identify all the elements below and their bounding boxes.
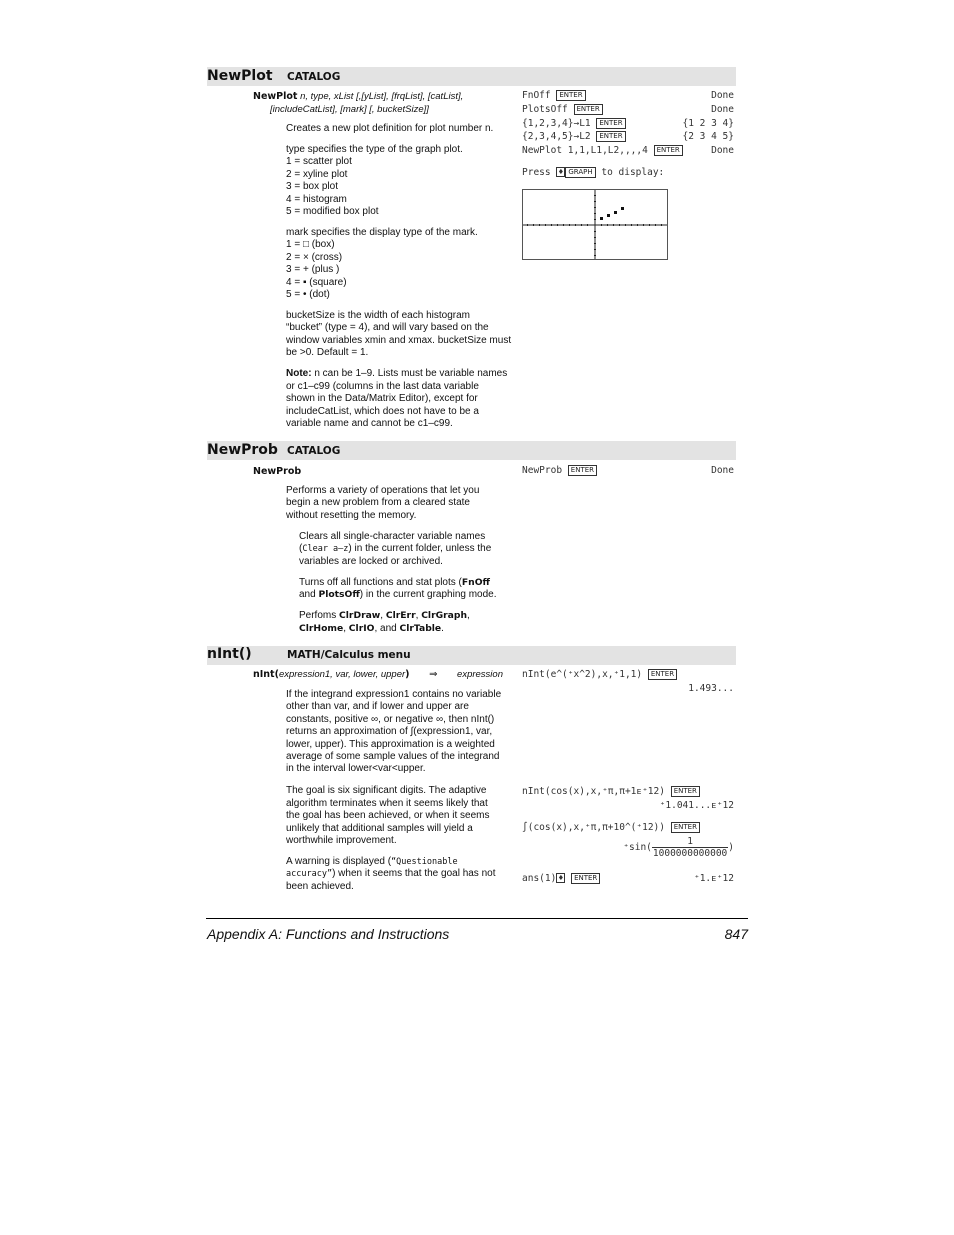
newprob-description (286, 485, 514, 531)
text-line: algorithm terminates when it seems likely that (286, 797, 488, 809)
paragraph: Creates a new plot definition for plot number n. (286, 123, 494, 134)
plot-point (621, 207, 624, 210)
syntax-args: n, type, xList [,[yList], [frqList], [catList], (297, 91, 464, 102)
plot-points (600, 207, 624, 220)
example-line (522, 786, 734, 799)
section-title-newplot: NewPlot (207, 68, 273, 84)
section-subtitle-nint: MATH/Calculus menu (287, 649, 411, 661)
newprob-details (299, 531, 514, 644)
graph-plot (523, 190, 667, 259)
text-line: variables are locked or archived. (299, 555, 443, 567)
text: , (380, 610, 386, 622)
example-line (522, 822, 734, 835)
text-line: window variables xmin and xmax. bucketSize must (286, 334, 512, 346)
example-result: {1 2 3 4} (682, 118, 734, 129)
example-input: NewPlot 1,1,L1,L2,,,,4 (522, 145, 648, 156)
code-text: accuracy” (286, 869, 333, 880)
text-line: unlikely that additional samples will yield a (286, 822, 473, 834)
page-number: 847 (724, 926, 748, 942)
nint-description (286, 689, 514, 902)
text: ⁺sin( (623, 842, 652, 853)
syntax-command: NewProb (253, 466, 302, 477)
code-text: “Questionable (391, 856, 458, 867)
enter-key-icon: ENTER (648, 669, 677, 680)
example-result: Done (711, 104, 734, 115)
enter-key-icon: ENTER (571, 873, 600, 884)
text: Perfoms (299, 610, 340, 622)
text-line: other than var, and if lower and upper are (286, 701, 469, 713)
example-line (522, 145, 734, 158)
graph-key-icon: GRAPH (565, 167, 595, 178)
command-text: ClrGraph (421, 610, 467, 622)
text: ) when it seems that the goal has not (332, 868, 496, 880)
text-line: If the integrand expression1 contains no variable (286, 689, 502, 700)
denominator: 1000000000000 (652, 848, 728, 859)
text-line: includeCatList, which does not have to be a (286, 405, 479, 417)
list-intro: mark specifies the display type of the mark. (286, 227, 478, 239)
syntax-args: expression1, var, lower, upper (278, 669, 406, 680)
command-text: ClrHome (299, 622, 344, 634)
text-line: The goal is six significant digits. The adaptive (286, 785, 487, 797)
text-line: bucketSize is the width of each histogram (286, 310, 470, 322)
text-line: in the interval lower<var<upper. (286, 763, 426, 775)
diamond-key-icon: ♦ (557, 168, 564, 176)
text-line: shown in the Data/Matrix Editor), except for (286, 393, 478, 405)
enter-key-icon: ENTER (574, 104, 603, 115)
list-item: 4 = histogram (286, 193, 347, 205)
syntax-command: NewPlot (253, 91, 298, 102)
text-line: been achieved. (286, 880, 354, 892)
note-label: Note: (286, 368, 312, 380)
implies-arrow: ⇒ (429, 669, 438, 680)
text-line: “bucket” (type = 4), and will vary based on the (286, 322, 489, 334)
example-input: FnOff (522, 90, 551, 101)
text-line: the goal has been achieved, or when it seems (286, 810, 490, 822)
example-input: nInt(cos(x),x,⁺π,π+1ᴇ⁺12) (522, 786, 665, 797)
diamond-key-icon: ♦ (557, 874, 564, 882)
list-item: 3 = box plot (286, 181, 338, 193)
footer-title: Appendix A: Functions and Instructions (207, 926, 450, 942)
text-line: Clears all single-character variable names (299, 531, 486, 542)
command-text: ClrErr (385, 610, 416, 622)
newprob-syntax (253, 465, 301, 478)
text-line: worthwhile improvement. (286, 834, 397, 846)
example-result (623, 836, 734, 859)
plot-point (600, 217, 603, 220)
command-text: ClrTable (399, 622, 442, 634)
text: ) (728, 842, 734, 853)
text: ) in the current folder, unless the (348, 543, 492, 555)
example-input: ans(1) (522, 873, 557, 884)
enter-key-icon: ENTER (671, 786, 700, 797)
text: , (343, 622, 349, 634)
command-text: ClrDraw (339, 610, 381, 622)
example-line (522, 90, 734, 103)
text-line: be >0. Default = 1. (286, 347, 369, 359)
example-input: {2,3,4,5}→L2 (522, 131, 591, 142)
example-result: ⁺1.041...ᴇ⁺12 (659, 800, 734, 811)
command-text: ClrIO (348, 622, 375, 634)
text-line: Performs a variety of operations that let you (286, 485, 480, 496)
text-line: n can be 1–9. Lists must be variable names (311, 368, 508, 380)
enter-key-icon: ENTER (671, 822, 700, 833)
text: and (299, 589, 319, 601)
text-line: begin a new problem from a cleared state (286, 497, 470, 509)
plot-point (607, 214, 610, 217)
text: , (415, 610, 422, 622)
list-item: 3 = + (plus ) (286, 264, 340, 276)
command-text: PlotsOff (318, 589, 360, 601)
press-instruction (522, 167, 734, 180)
newplot-syntax (253, 90, 463, 116)
text: ( (299, 543, 303, 555)
list-item: 5 = • (dot) (286, 289, 330, 301)
text-line: constants, positive ∞, or negative ∞, then nInt() (286, 713, 495, 725)
example-input: {1,2,3,4}→L1 (522, 118, 591, 129)
syntax-result: expression (457, 669, 503, 680)
numerator: 1 (652, 836, 728, 848)
list-item: 2 = xyline plot (286, 168, 348, 180)
text-line: without resetting the memory. (286, 509, 417, 521)
section-subtitle-newplot: CATALOG (287, 71, 341, 83)
example-result: {2 3 4 5} (682, 131, 734, 142)
text: , and (374, 622, 400, 634)
text-line: returns an approximation of ∫(expression1, var, (286, 726, 493, 738)
note-paragraph (286, 368, 514, 430)
enter-key-icon: ENTER (654, 145, 683, 156)
type-list (286, 144, 514, 218)
list-item: 1 = scatter plot (286, 156, 352, 168)
text-line: lower, upper). This approximation is a weighted (286, 738, 495, 750)
enter-key-icon: ENTER (568, 465, 597, 476)
example-input: ∫(cos(x),x,⁺π,π+10^(⁺12)) (522, 822, 665, 833)
example-result-line (522, 800, 734, 813)
section-subtitle-newprob: CATALOG (287, 445, 341, 457)
example-input: PlotsOff (522, 104, 568, 115)
example-line (522, 873, 734, 886)
syntax-close: ) (405, 669, 410, 680)
plot-point (614, 211, 617, 214)
section-title-newprob: NewProb (207, 442, 278, 458)
newplot-description (286, 123, 514, 439)
command-text: FnOff (461, 576, 490, 588)
example-line (522, 131, 734, 144)
text: ) in the current graphing mode. (359, 589, 497, 601)
text-line: variable name and cannot be c1–c99. (286, 417, 453, 429)
example-line (522, 104, 734, 117)
text-line: average of some sample values of the integrand (286, 751, 500, 763)
example-line (522, 465, 734, 478)
list-item: 5 = modified box plot (286, 206, 379, 218)
example-line (522, 669, 734, 682)
mark-list (286, 227, 514, 301)
graph-screen (522, 189, 668, 260)
text: Press (522, 167, 551, 178)
nint-syntax (253, 668, 503, 681)
example-input: NewProb (522, 465, 563, 476)
example-line (522, 118, 734, 131)
list-item: 2 = × (cross) (286, 251, 343, 263)
text: A warning is displayed ( (286, 855, 392, 867)
syntax-args: [includeCatList], [mark] [, bucketSize]] (270, 104, 429, 115)
example-result-line (522, 683, 734, 696)
code-text: Clear a–z (302, 544, 349, 555)
fraction (652, 836, 728, 859)
list-item: 1 = □ (box) (286, 239, 335, 251)
syntax-command: nInt( (253, 669, 279, 680)
enter-key-icon: ENTER (596, 118, 625, 129)
example-result: ⁺1.ᴇ⁺12 (693, 873, 734, 884)
example-result: Done (711, 90, 734, 101)
example-input: nInt(e^(⁺x^2),x,⁺1,1) (522, 669, 643, 680)
example-result: Done (711, 465, 734, 476)
bucketsize-paragraph (286, 310, 514, 360)
list-intro: type specifies the type of the graph plot. (286, 144, 463, 155)
section-title-nint: nInt() (207, 646, 252, 662)
text: . (441, 622, 444, 634)
footer-rule (206, 918, 748, 919)
enter-key-icon: ENTER (596, 131, 625, 142)
enter-key-icon: ENTER (556, 90, 585, 101)
list-item: 4 = ▪ (square) (286, 276, 347, 288)
text-line: or c1–c99 (columns in the last data variable (286, 380, 479, 392)
text: , (467, 610, 470, 622)
text: to display: (601, 167, 665, 178)
example-result: Done (711, 145, 734, 156)
text: Turns off all functions and stat plots ( (299, 576, 462, 588)
example-result: 1.493... (688, 683, 734, 694)
